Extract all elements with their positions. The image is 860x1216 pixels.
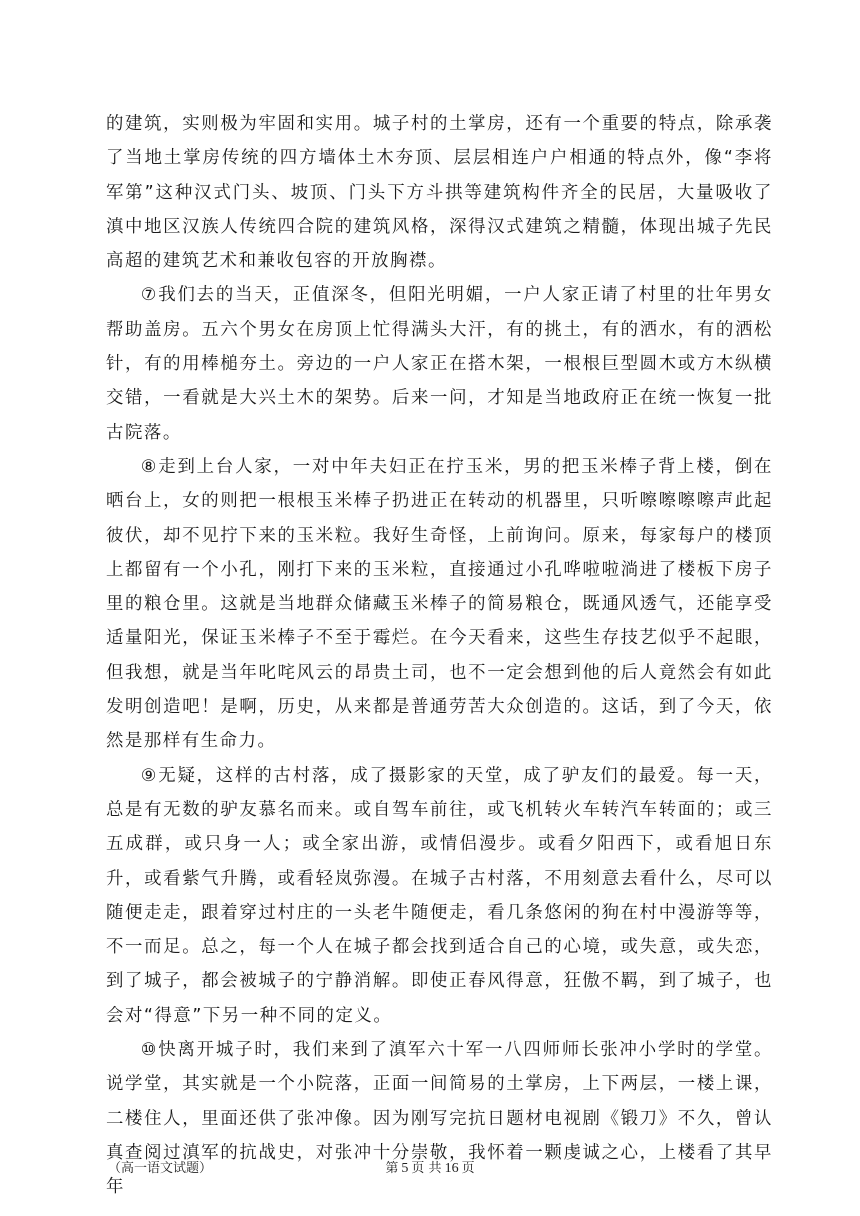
paragraph-continuation: 的建筑，实则极为牢固和实用。城子村的土掌房，还有一个重要的特点，除承袭了当地土掌房传统的四方墙体土木夯顶、层层相连户户相通的特点外，像“李将军第”这种汉式门头、坡顶、门头下方斗拱等建筑构件齐全的民居，大量吸收了滇中地区汉族人传统四合院的建筑风格，深得汉式建筑之精髓，体现出城子先民高超的建筑艺术和兼收包容的开放胸襟。 [106,114,773,272]
page-total: 16 [444,1161,459,1176]
page-footer [0,1157,860,1177]
paragraph-9: ⑨无疑，这样的古村落，成了摄影家的天堂，成了驴友们的最爱。每一天，总是有无数的驴友慕名而来。或自驾车前往，或飞机转火车转汽车转面的；或三五成群，或只身一人；或全家出游，或情侣漫步。或看夕阳西下，或看旭日东升，或看紫气升腾，或看轻岚弥漫。在城子古村落，不用刻意去看什么，尽可以随便走走，跟着穿过村庄的一头老牛随便走，看几条悠闲的狗在村中漫游等等，不一而足。总之，每一个人在城子都会找到适合自己的心境，或失意，或失恋，到了城子，都会被城子的宁静消解。即使正春风得意，狂傲不羁，到了城子，也会对“得意”下另一种不同的定义。 [106,765,773,1026]
page-number [0,1157,860,1177]
page-middle: 页 共 [411,1161,442,1176]
page-suffix: 页 [461,1161,475,1176]
document-body [106,107,773,1205]
paragraph-7: ⑦我们去的当天，正值深冬，但阳光明媚，一户人家正请了村里的壮年男女帮助盖房。五六个男女在房顶上忙得满头大汗，有的挑土，有的洒水，有的洒松针，有的用棒槌夯土。旁边的一户人家正在搭木架，一根根巨型圆木或方木纵横交错，一看就是大兴土木的架势。后来一问，才知是当地政府正在统一恢复一批古院落。 [106,285,773,443]
exam-subject-label: （高一语文试题） [108,1161,213,1176]
page-prefix: 第 [385,1161,399,1176]
page-current: 5 [401,1161,409,1176]
paragraph-8: ⑧走到上台人家，一对中年夫妇正在拧玉米，男的把玉米棒子背上楼，倒在晒台上，女的则把一根根玉米棒子扔进正在转动的机器里，只听嚓嚓嚓嚓声此起彼伏，却不见拧下来的玉米粒。我好生奇怪，上前询问。原来，每家每户的楼顶上都留有一个小孔，刚打下来的玉米粒，直接通过小孔哗啦啦淌进了楼板下房子里的粮仓里。这就是当地群众储藏玉米棒子的简易粮仓，既通风透气，还能享受适量阳光，保证玉米棒子不至于霉烂。在今天看来，这些生存技艺似乎不起眼，但我想，就是当年叱咤风云的昂贵土司，也不一定会想到他的后人竟然会有如此发明创造吧！是啊，历史，从来都是普通劳苦大众创造的。这话，到了今天，依然是那样有生命力。 [106,456,773,752]
paragraph-10: ⑩快离开城子时，我们来到了滇军六十军一八四师师长张冲小学时的学堂。说学堂，其实就是一个小院落，正面一间简易的土掌房，上下两层，一楼上课，二楼住人，里面还供了张冲像。因为刚写完抗日题材电视剧《锻刀》不久，曾认真查阅过滇军的抗战史，对张冲十分崇敬，我怀着一颗虔诚之心，上楼看了其早年 [106,1040,773,1198]
